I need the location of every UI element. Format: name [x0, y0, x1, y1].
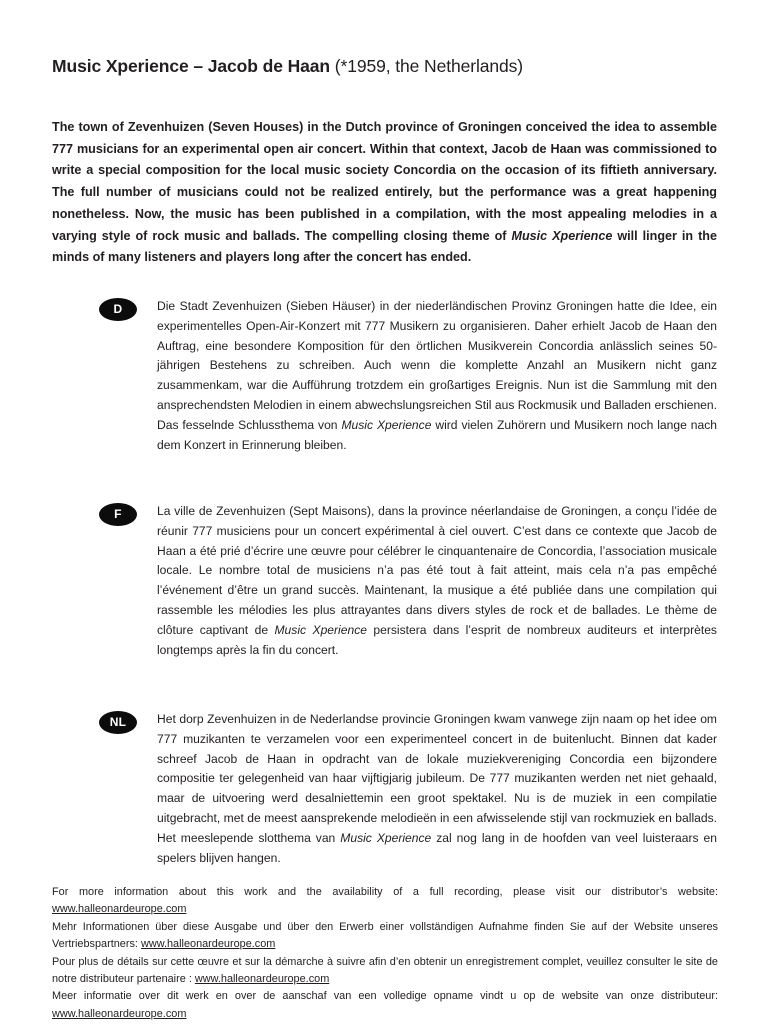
german-work-title-italic: Music Xperience: [341, 417, 432, 432]
french-work-title-italic: Music Xperience: [274, 622, 367, 637]
paragraph-block-german: [99, 297, 717, 455]
page-title: [52, 56, 523, 77]
footer-german-text: Mehr Informationen über diese Ausgabe und über den Erwerb einer vollständigen Aufnahme finden Sie auf der Website unseres Vertriebspartners:: [52, 920, 718, 951]
footer-line-english: [52, 884, 718, 919]
language-badge-f: [99, 503, 137, 526]
footer-line-french: [52, 954, 718, 989]
german-text-before: Die Stadt Zevenhuizen (Sieben Häuser) in der niederländischen Provinz Groningen hatte die Idee, ein experimentelles Open-Air-Konzert mit 777 Musikern zu organisieren. Daher erhielt Jacob de Haan den Auftrag, eine besondere Komposition für den örtlichen Musikverein Concordia anlässlich seines 50-jährigen Bestehens zu schreiben. Auch wenn die komplette Anzahl an Musikern nicht ganz zusammenkam, war die Aufführung trotzdem ein großartiges Ereignis. Nun ist die Sammlung mit den ansprechendsten Melodien in einem abwechslungsreichen Stil aus Rockmusik und Balladen erschienen. Das fesselnde Schlussthema von: [157, 299, 717, 432]
distributor-link-dutch[interactable]: www.halleonardeurope.com: [52, 1007, 187, 1020]
footer-english-text: For more information about this work and the availability of a full recording, please visit our distributor’s website:: [52, 886, 718, 898]
intro-text-after: will linger in the minds of many listeners and players long after the concert has ended.: [52, 228, 717, 265]
language-badge-nl-label: NL: [109, 715, 127, 729]
distributor-link-french[interactable]: www.halleonardeurope.com: [194, 973, 330, 986]
work-title: Music Xperience – Jacob de Haan: [52, 56, 330, 76]
composer-info: (*1959, the Netherlands): [334, 56, 524, 76]
french-text-after: persistera dans l’esprit de nombreux auditeurs et interprètes longtemps après la fin du concert.: [157, 622, 717, 657]
distributor-footer: [52, 884, 718, 1023]
footer-french-text: Pour plus de détails sur cette œuvre et sur la démarche à suivre afin d’en obtenir un enregistrement complet, veuillez consulter le site de notre distributeur partenaire :: [52, 955, 718, 986]
intro-work-title-italic: Music Xperience: [511, 228, 613, 243]
footer-line-dutch: [52, 988, 718, 1023]
paragraph-block-dutch: [99, 710, 717, 868]
french-text-before: La ville de Zevenhuizen (Sept Maisons), dans la province néerlandaise de Groningen, a conçu l’idée de réunir 777 musiciens pour un concert expérimental à ciel ouvert. C’est dans ce contexte que Jacob de Haan a été prié d’écrire une œuvre pour célébrer le cinquantenaire de Concordia, l’association musicale locale. Le nombre total de musiciens n’a pas été tout à fait atteint, mais cela n’a pas empêché l’événement d’être un grand succès. Maintenant, la musique a été publiée dans une compilation qui rassemble les mélodies les plus attrayantes dans divers styles de rock et de ballades. Le thème de clôture captivant de: [157, 504, 717, 637]
language-badge-f-label: F: [114, 507, 122, 521]
intro-paragraph-english: [52, 117, 717, 269]
language-badge-d: [99, 298, 137, 321]
paragraph-text-german: [157, 297, 717, 455]
footer-dutch-text: Meer informatie over dit werk en over de aanschaf van een volledige opname vindt u op de website van onze distributeur:: [52, 990, 718, 1003]
paragraph-text-dutch: [157, 710, 717, 868]
dutch-work-title-italic: Music Xperience: [340, 830, 432, 845]
distributor-link-german[interactable]: www.halleonardeurope.com: [140, 938, 276, 951]
dutch-text-before: Het dorp Zevenhuizen in de Nederlandse provincie Groningen kwam vanwege zijn naam op het idee om 777 muzikanten te verzamelen voor een experimenteel concert in de buitenlucht. Binnen dat kader schreef Jacob de Haan in opdracht van de lokale muziekvereniging Concordia een bijzondere compositie ter gelegenheid van haar vijftigjarig jubileum. De 777 muzikanten werden net niet gehaald, maar de uitvoering werd desalniettemin een groot spektakel. Nu is de muziek in een compilatie uitgebracht, met de meest aansprekende melodieën in een afwisselende stijl van rockmuziek en ballads. Het meeslepende slotthema van: [157, 712, 717, 845]
intro-text-before: The town of Zevenhuizen (Seven Houses) in the Dutch province of Groningen conceived the idea to assemble 777 musicians for an experimental open air concert. Within that context, Jacob de Haan was commissioned to write a special composition for the local music society Concordia on the occasion of its fiftieth anniversary. The full number of musicians could not be realized entirely, but the performance was a great happening nonetheless. Now, the music has been published in a compilation, with the most appealing melodies in a varying style of rock music and ballads. The compelling closing theme of: [52, 120, 717, 243]
distributor-link-english[interactable]: www.halleonardeurope.com: [52, 903, 187, 916]
paragraph-block-french: [99, 502, 717, 660]
language-badge-nl: [99, 711, 137, 734]
dutch-text-after: zal nog lang in de hoofden van veel luisteraars en spelers blijven hangen.: [157, 830, 718, 865]
german-text-after: wird vielen Zuhörern und Musikern noch lange nach dem Konzert in Erinnerung bleiben.: [157, 417, 717, 452]
footer-line-german: [52, 919, 718, 954]
paragraph-text-french: [157, 502, 717, 660]
language-badge-d-label: D: [113, 302, 123, 316]
